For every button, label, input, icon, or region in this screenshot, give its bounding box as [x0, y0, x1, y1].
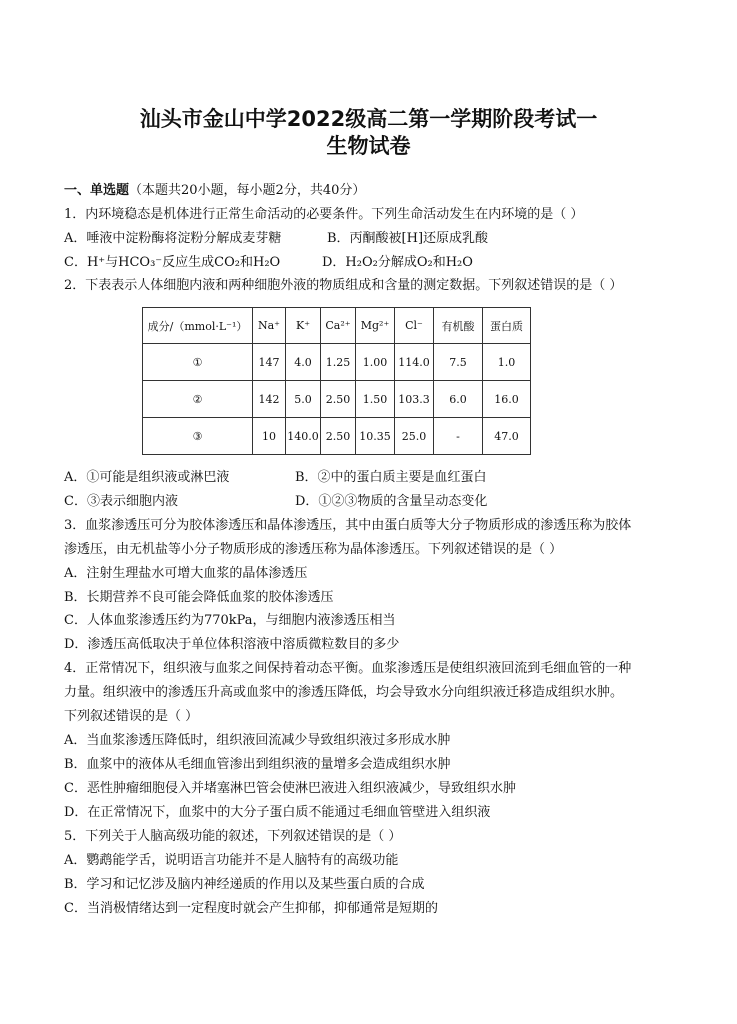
table-header: 有机酸: [434, 308, 483, 344]
exam-title: 汕头市金山中学2022级高二第一学期阶段考试一: [139, 107, 598, 131]
q4-stem-line1: 4．正常情况下，组织液与血浆之间保持着动态平衡。血浆渗透压是使组织液回流到毛细血管的一种: [64, 661, 632, 676]
table-cell: ③: [143, 418, 253, 455]
q3-option-a: A．注射生理盐水可增大血浆的晶体渗透压: [64, 566, 308, 581]
q4-option-a: A．当血浆渗透压降低时，组织液回流减少导致组织液过多形成水肿: [64, 733, 451, 748]
table-row: [143, 418, 531, 455]
table-cell: ①: [143, 344, 253, 381]
q2-stem: 2．下表表示人体细胞内液和两种细胞外液的物质组成和含量的测定数据。下列叙述错误的是（ ）: [64, 278, 623, 293]
table-header: K⁺: [286, 308, 321, 344]
q3-option-c: C．人体血浆渗透压约为770kPa，与细胞内液渗透压相当: [64, 613, 396, 628]
q2-option-d: D．①②③物质的含量呈动态变化: [295, 494, 488, 509]
q2-option-c: C．③表示细胞内液: [64, 494, 178, 509]
q3-stem-line2: 渗透压，由无机盐等小分子物质形成的渗透压称为晶体渗透压。下列叙述错误的是（ ）: [64, 542, 563, 557]
table-cell: ②: [143, 381, 253, 418]
q1-option-b: B．丙酮酸被[H]还原成乳酸: [327, 231, 489, 246]
table-cell: -: [434, 418, 483, 455]
q5-option-a: A．鹦鹉能学舌，说明语言功能并不是人脑特有的高级功能: [64, 853, 399, 868]
q1-option-d: D．H₂O₂分解成O₂和H₂O: [322, 255, 473, 270]
section-header: [64, 183, 365, 199]
q2-option-a: A．①可能是组织液或淋巴液: [64, 470, 230, 485]
table-header: 成分/（mmol·L⁻¹）: [143, 308, 253, 344]
table-cell: 147: [253, 344, 286, 381]
section-label: 一、单选题: [64, 183, 130, 198]
q3-option-d: D．渗透压高低取决于单位体积溶液中溶质微粒数目的多少: [64, 637, 400, 652]
table-cell: 140.0: [286, 418, 321, 455]
table-cell: 25.0: [395, 418, 434, 455]
table-row: [143, 381, 531, 418]
table-cell: 5.0: [286, 381, 321, 418]
q5-option-c: C．当消极情绪达到一定程度时就会产生抑郁，抑郁通常是短期的: [64, 901, 438, 916]
table-cell: 47.0: [483, 418, 531, 455]
table-cell: 103.3: [395, 381, 434, 418]
q4-stem-line3: 下列叙述错误的是（ ）: [64, 709, 199, 724]
section-note: （本题共20小题，每小题2分，共40分）: [129, 183, 366, 198]
table-header: Ca²⁺: [321, 308, 356, 344]
q1-option-a: A．唾液中淀粉酶将淀粉分解成麦芽糖: [64, 231, 282, 246]
q5-option-b: B．学习和记忆涉及脑内神经递质的作用以及某些蛋白质的合成: [64, 877, 425, 892]
q1-stem: 1．内环境稳态是机体进行正常生命活动的必要条件。下列生命活动发生在内环境的是（ ）: [64, 207, 584, 222]
table-cell: 6.0: [434, 381, 483, 418]
table-cell: 2.50: [321, 381, 356, 418]
q3-stem-line1: 3．血浆渗透压可分为胶体渗透压和晶体渗透压，其中由蛋白质等大分子物质形成的渗透压称为胶体: [64, 518, 632, 533]
q1-option-c: C．H⁺与HCO₃⁻反应生成CO₂和H₂O: [64, 255, 281, 270]
q2-option-b: B．②中的蛋白质主要是血红蛋白: [295, 470, 487, 485]
q5-stem: 5．下列关于人脑高级功能的叙述，下列叙述错误的是（ ）: [64, 829, 402, 844]
table-cell: 4.0: [286, 344, 321, 381]
table-cell: 7.5: [434, 344, 483, 381]
q4-option-c: C．恶性肿瘤细胞侵入并堵塞淋巴管会使淋巴液进入组织液减少，导致组织水肿: [64, 781, 516, 796]
table-cell: 2.50: [321, 418, 356, 455]
table-row: [143, 344, 531, 381]
table-cell: 1.00: [356, 344, 395, 381]
data-table: [142, 307, 531, 455]
table-cell: 16.0: [483, 381, 531, 418]
table-cell: 1.50: [356, 381, 395, 418]
table-header: Cl⁻: [395, 308, 434, 344]
table-cell: 1.25: [321, 344, 356, 381]
table-header: 蛋白质: [483, 308, 531, 344]
table-cell: 142: [253, 381, 286, 418]
table-cell: 10.35: [356, 418, 395, 455]
table-cell: 10: [253, 418, 286, 455]
table-cell: 114.0: [395, 344, 434, 381]
table-header-row: [143, 308, 531, 344]
table-header: Na⁺: [253, 308, 286, 344]
q4-stem-line2: 力量。组织液中的渗透压升高或血浆中的渗透压降低，均会导致水分向组织液迁移造成组织水肿。: [64, 685, 624, 700]
q4-option-b: B．血浆中的液体从毛细血管渗出到组织液的量增多会造成组织水肿: [64, 757, 451, 772]
q4-option-d: D．在正常情况下，血浆中的大分子蛋白质不能通过毛细血管壁进入组织液: [64, 805, 491, 820]
table-header: Mg²⁺: [356, 308, 395, 344]
q3-option-b: B．长期营养不良可能会降低血浆的胶体渗透压: [64, 590, 334, 605]
exam-subtitle: 生物试卷: [326, 134, 411, 158]
table-cell: 1.0: [483, 344, 531, 381]
